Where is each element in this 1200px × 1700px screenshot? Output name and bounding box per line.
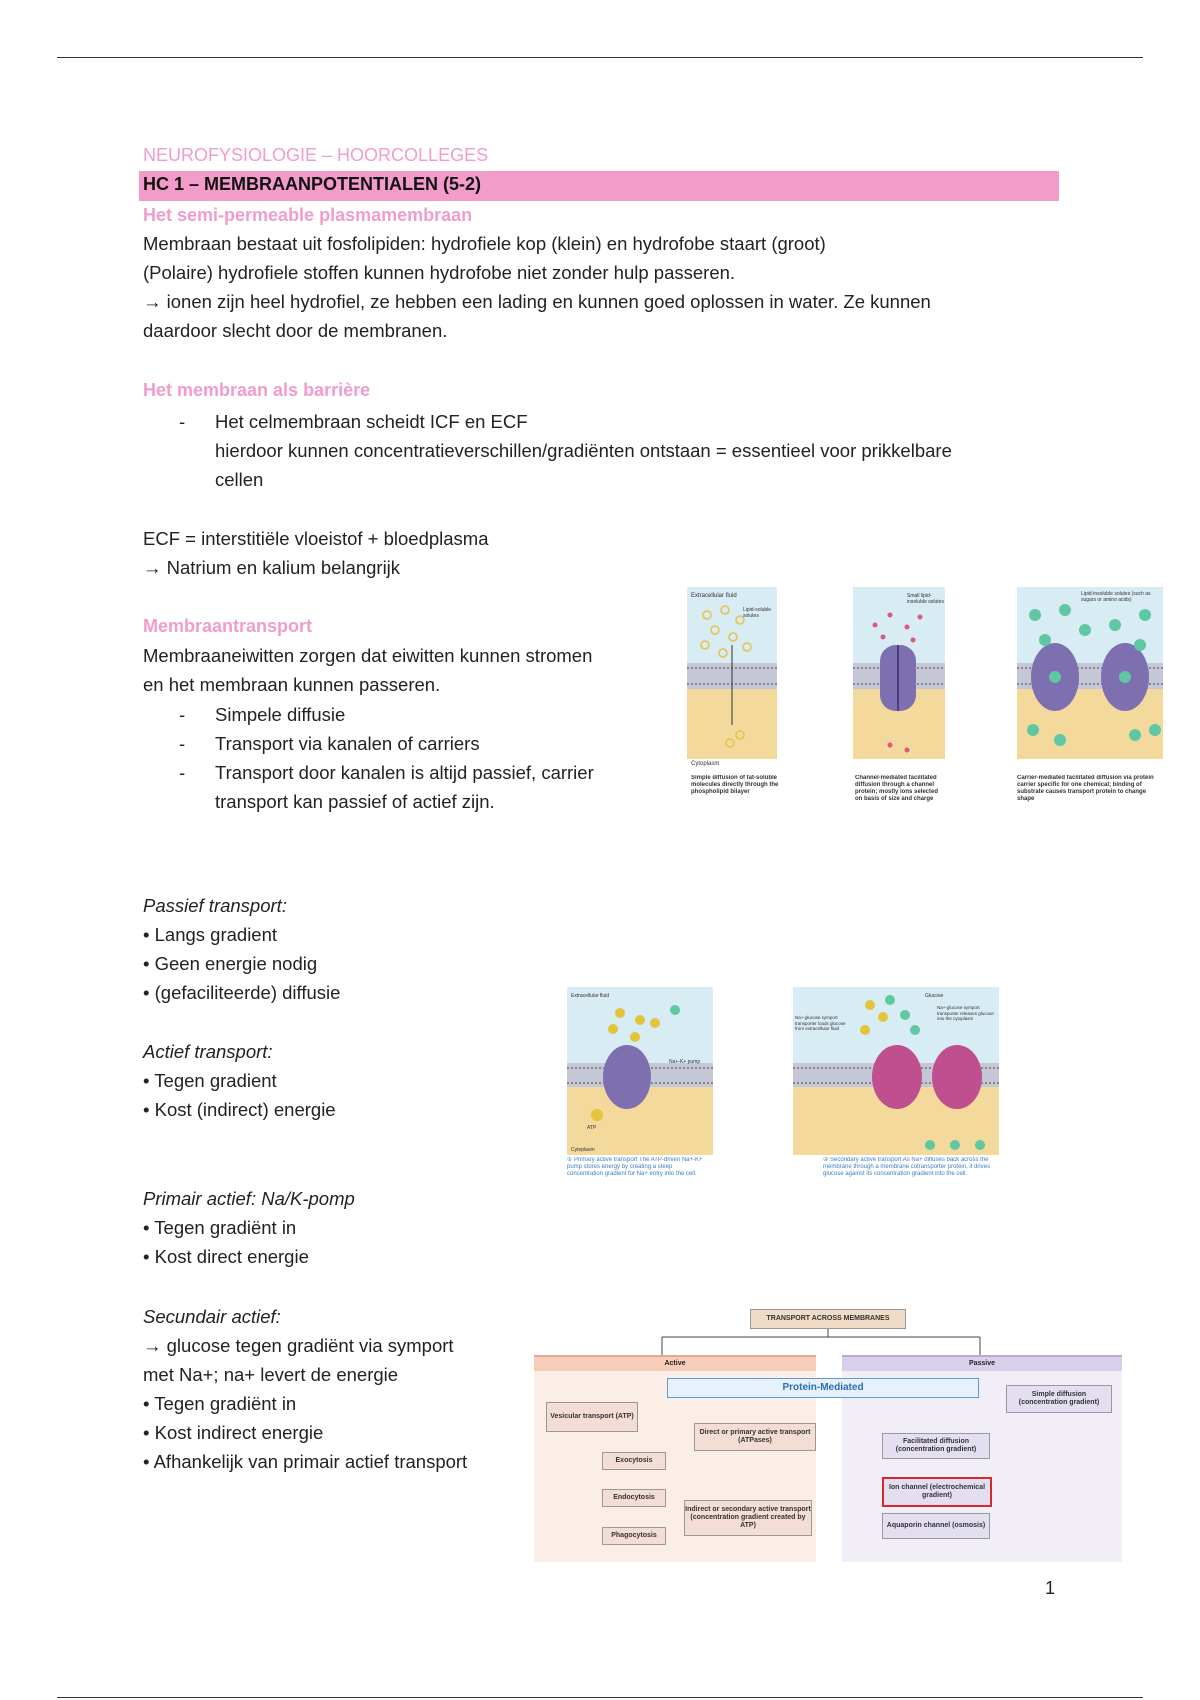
exocytosis-box: Exocytosis: [602, 1452, 666, 1470]
text-line: met Na+; na+ levert de energie: [143, 1364, 399, 1385]
footer-rule: [57, 1697, 1143, 1698]
figure-caption: Simple diffusion of fat-soluble molecules directly through the phospholipid bilayer: [691, 775, 779, 795]
annotation: Small lipid-insoluble solutes: [907, 593, 944, 605]
transport-text: [143, 641, 592, 699]
text-line: en het membraan kunnen passeren.: [143, 674, 441, 695]
vesicular-box: Vesicular transport (ATP): [546, 1402, 638, 1432]
direct-active-box: Direct or primary active transport (ATPases): [694, 1423, 816, 1451]
list-item: - Transport door kanalen is altijd passief, carrier: [215, 758, 594, 787]
header-rule: [57, 57, 1143, 58]
figure-caption: Channel-mediated facilitated diffusion through a channel protein; mostly ions selected on basis of size and charge: [855, 775, 939, 802]
annotation: Na+-glucose symport transporter loads glucose from extracellular fluid: [795, 1015, 846, 1031]
bullet-item: • Tegen gradiënt in: [143, 1217, 297, 1238]
cytoplasm-label: Cytoplasm: [571, 1147, 595, 1153]
figure-caption: ② Secondary active transport As Na+ diffuses back across the membrane through a membrane cotransporter protein, it drives glucose against its concentration gradient into the cell.: [823, 1157, 991, 1177]
glucose-label: Glucose: [925, 993, 944, 999]
bullet-item: • Kost direct energie: [143, 1246, 309, 1267]
active-transport-block: [143, 1037, 336, 1124]
phagocytosis-box: Phagocytosis: [602, 1527, 666, 1545]
facilitated-diffusion-box: Facilitated diffusion (concentration gradient): [882, 1433, 990, 1459]
extracellular-label: Extracellular fluid: [571, 993, 610, 999]
transport-flowchart: [532, 1305, 1124, 1560]
cytoplasm-label: Cytoplasm: [691, 761, 720, 767]
bullet-item: • Tegen gradiënt in: [143, 1393, 297, 1414]
text-line: Membraaneiwitten zorgen dat eiwitten kunnen stromen: [143, 645, 593, 666]
annotation: Lipid-insoluble solutes (such as sugars or amino acids): [1081, 591, 1151, 603]
primary-active-block: [143, 1184, 355, 1271]
list-item-continuation: cellen: [215, 469, 264, 490]
bullet-item: • (gefaciliteerde) diffusie: [143, 982, 341, 1003]
annotation: Na+-glucose symport transporter releases glucose into the cytoplasm: [937, 1005, 994, 1021]
annotation: Lipid-soluble solutes: [743, 607, 772, 619]
lecture-title-bar: [139, 171, 1059, 201]
secondary-heading: Secundair actief:: [143, 1306, 281, 1327]
aquaporin-box: Aquaporin channel (osmosis): [882, 1513, 990, 1539]
list-item-continuation: hierdoor kunnen concentratieverschillen/gradiënten ontstaan = essentieel voor prikkelbare: [215, 440, 952, 461]
bullet-item: • Langs gradient: [143, 924, 278, 945]
course-title: NEUROFYSIOLOGIE – HOORCOLLEGES: [143, 145, 489, 165]
protein-mediated-box: Protein-Mediated: [667, 1378, 979, 1398]
secondary-active-block: [143, 1302, 467, 1476]
figure-caption: Carrier-mediated facilitated diffusion via protein carrier specific for one chemical; binding of substrate causes transport protein to change shape: [1017, 775, 1154, 802]
list-item-continuation: transport kan passief of actief zijn.: [215, 791, 495, 812]
ion-channel-box: Ion channel (electrochemical gradient): [882, 1477, 992, 1507]
bullet-item: • Geen energie nodig: [143, 953, 318, 974]
pump-label: Na+-K+ pump: [669, 1059, 701, 1065]
list-item: - Simpele diffusie: [215, 700, 594, 729]
semi-permeable-text: [143, 229, 1143, 345]
section-heading-semi-permeable: Het semi-permeable plasmamembraan: [143, 205, 473, 225]
text-line: daardoor slecht door de membranen.: [143, 320, 448, 341]
endocytosis-box: Endocytosis: [602, 1489, 666, 1507]
page-number: 1: [1045, 1578, 1056, 1598]
extracellular-label: Extracellular fluid: [691, 593, 737, 599]
active-transport-figure: [565, 985, 1005, 1195]
bullet-item: • Kost indirect energie: [143, 1422, 324, 1443]
text-line: (Polaire) hydrofiele stoffen kunnen hydrofobe niet zonder hulp passeren.: [143, 262, 736, 283]
bullet-item: • Kost (indirect) energie: [143, 1099, 336, 1120]
text-line: Membraan bestaat uit fosfolipiden: hydrofiele kop (klein) en hydrofobe staart (groot): [143, 233, 826, 254]
primary-heading: Primair actief: Na/K-pomp: [143, 1188, 355, 1209]
flowchart-title: TRANSPORT ACROSS MEMBRANES: [750, 1309, 906, 1329]
figure-caption: ① Primary active transport The ATP-driven Na+-K+ pump stores energy by creating a steep concentration gradient for Na+ entry into the cell.: [567, 1157, 703, 1177]
list-item: - Het celmembraan scheidt ICF en ECF: [215, 407, 1095, 436]
text-line: → ionen zijn heel hydrofiel, ze hebben een lading en kunnen goed oplossen in water. Ze kunnen: [143, 291, 931, 312]
bullet-item: • Afhankelijk van primair actief transport: [143, 1451, 468, 1472]
text-line: ECF = interstitiële vloeistof + bloedplasma: [143, 528, 489, 549]
atp-label: ATP: [587, 1125, 597, 1131]
simple-diffusion-box: Simple diffusion (concentration gradient): [1006, 1385, 1112, 1413]
text-line: → glucose tegen gradiënt via symport: [143, 1335, 454, 1356]
transport-list: [215, 700, 594, 816]
lecture-title: HC 1 – MEMBRAANPOTENTIALEN (5-2): [143, 174, 482, 194]
list-item: - Transport via kanalen of carriers: [215, 729, 594, 758]
indirect-active-box: Indirect or secondary active transport (concentration gradient created by ATP): [684, 1500, 812, 1536]
passive-transport-block: [143, 891, 340, 1007]
ecf-text: [143, 524, 489, 582]
active-heading: Actief transport:: [143, 1041, 273, 1062]
section-heading-barrier: Het membraan als barrière: [143, 380, 371, 400]
diffusion-figure: [685, 585, 1165, 830]
passive-heading: Passief transport:: [143, 895, 287, 916]
text-line: → Natrium en kalium belangrijk: [143, 557, 401, 578]
bullet-item: • Tegen gradient: [143, 1070, 277, 1091]
section-heading-transport: Membraantransport: [143, 616, 313, 636]
barrier-list: [215, 407, 1095, 494]
active-label: Active: [534, 1357, 816, 1371]
passive-label: Passive: [842, 1357, 1122, 1371]
